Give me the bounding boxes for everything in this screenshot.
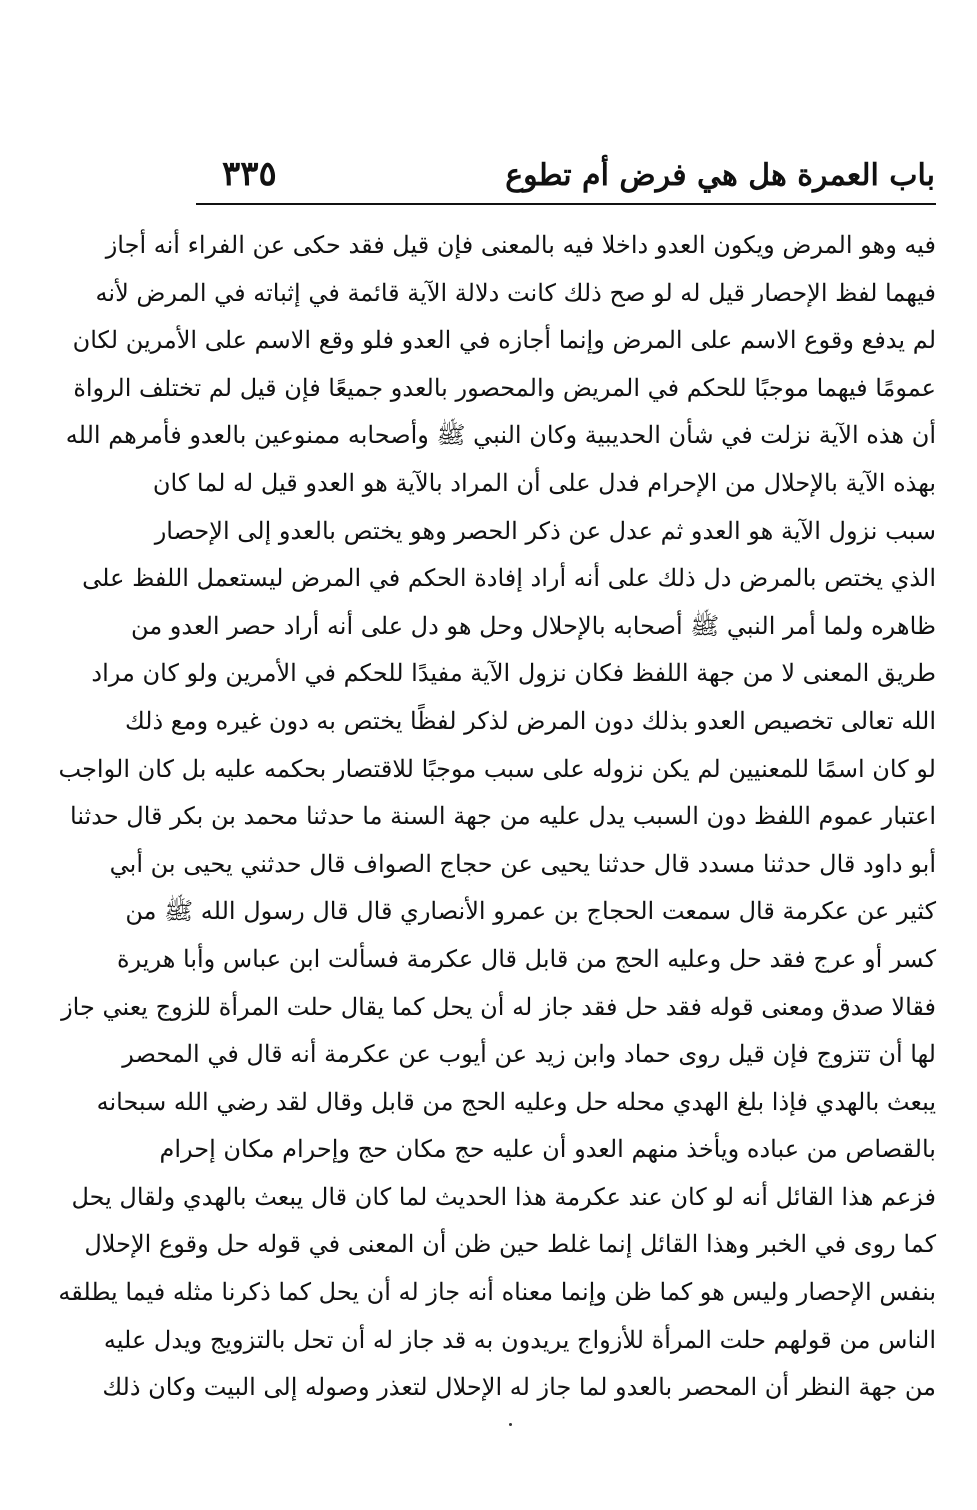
text-line: طريق المعنى لا من جهة اللفظ فكان نزول الآية مفيدًا للحكم في الأمرين ولو كان مراد (91, 659, 936, 688)
text-line: فيه وهو المرض ويكون العدو داخلا فيه بالمعنى فإن قيل فقد حكى عن الفراء أنه أجاز (105, 231, 936, 259)
text-line: يبعث بالهدي فإذا بلغ الهدي محله حل وعليه الحج من قابل وقال لقد رضي الله سبحانه (96, 1087, 936, 1116)
text-line: الله تعالى تخصيص العدو بذلك دون المرض لذكر لفظًا يختص به دون غيره ومع ذلك (124, 706, 936, 735)
text-line: ظاهره ولما أمر النبي ﷺ أصحابه بالإحلال وحل هو دل على أنه أراد حصر العدو من (131, 611, 936, 640)
text-line: لو كان اسمًا للمعنيين لم يكن نزوله على سبب موجبًا للاقتصار بحكمه عليه بل كان الواجب (58, 754, 936, 783)
text-line: بالقصاص من عباده ويأخذ منهم العدو أن عليه حج مكان حج وإحرام مكان إحرام (159, 1135, 936, 1164)
text-line: اعتبار عموم اللفظ دون السبب يدل عليه من جهة السنة ما حدثنا محمد بن بكر قال حدثنا (70, 802, 936, 831)
header-rule (196, 203, 936, 205)
body-text (58, 222, 936, 1412)
text-line: كسر أو عرج فقد حل وعليه الحج من قابل قال عكرمة فسألت ابن عباس وأبا هريرة (116, 944, 936, 973)
text-line: فقالا صدق ومعنى قوله فقد حل فقد جاز له أن يحل كما يقال حلت المرأة للزوج يعني جاز (61, 992, 936, 1021)
text-line: سبب نزول الآية هو العدو ثم عدل عن ذكر الحصر وهو يختص بالعدو إلى الإحصار (154, 516, 936, 545)
text-line: لها أن تتزوج فإن قيل روى حماد وابن زيد عن أيوب عن عكرمة أنه قال في المحصر (122, 1040, 936, 1069)
page-number: ٣٣٥ (222, 154, 277, 194)
text-line: بنفس الإحصار وليس هو كما ظن وإنما معناه أنه جاز له أن يحل كما ذكرنا مثله فيما يطلقه (58, 1278, 936, 1307)
text-line: بهذه الآية بالإحلال من الإحرام فدل على أن المراد بالآية هو العدو قيل له لما كان (152, 468, 936, 497)
chapter-title: باب العمرة هل هي فرض أم تطوع (505, 158, 935, 193)
text-line: أن هذه الآية نزلت في شأن الحديبية وكان النبي ﷺ وأصحابه ممنوعين بالعدو فأمرهم الله (65, 421, 936, 450)
text-line: فزعم هذا القائل أنه لو كان عند عكرمة هذا الحديث لما كان قال يبعث بالهدي ولقال يحل (71, 1182, 936, 1211)
text-line: لم يدفع وقوع الاسم على المرض وإنما أجازه في العدو فلو وقع الاسم على الأمرين لكان (72, 326, 936, 355)
text-line: الذي يختص بالمرض دل ذلك على أنه أراد إفادة الحكم في المرض ليستعمل اللفظ على (82, 564, 936, 593)
text-line: من جهة النظر أن المحصر بالعدو لما جاز له الإحلال لتعذر وصوله إلى البيت وكان ذلك (102, 1373, 936, 1402)
text-line: عمومًا فيهما موجبًا للحكم في المريض والمحصور بالعدو جميعًا فإن قيل لم تختلف الرواة (73, 373, 936, 402)
text-line: الناس من قولهم حلت المرأة للأزواج يريدون به قد جاز له أن تحل بالتزويج ويدل عليه (103, 1325, 936, 1354)
text-line: فيهما لفظ الإحصار قيل له لو صح ذلك كانت دلالة الآية قائمة في إثباته في المرض لأنه (95, 278, 936, 307)
text-line: كما روى في الخبر وهذا القائل إنما غلط حين ظن أن المعنى في قوله حل وقوع الإحلال (84, 1230, 936, 1259)
running-header (200, 150, 935, 200)
text-line: كثير عن عكرمة قال سمعت الحجاج بن عمرو الأنصاري قال قال رسول الله ﷺ من (125, 897, 936, 926)
page-speck (509, 1423, 512, 1426)
text-line: أبو داود قال حدثنا مسدد قال حدثنا يحيى عن حجاج الصواف قال حدثني يحيى بن أبي (109, 849, 936, 878)
